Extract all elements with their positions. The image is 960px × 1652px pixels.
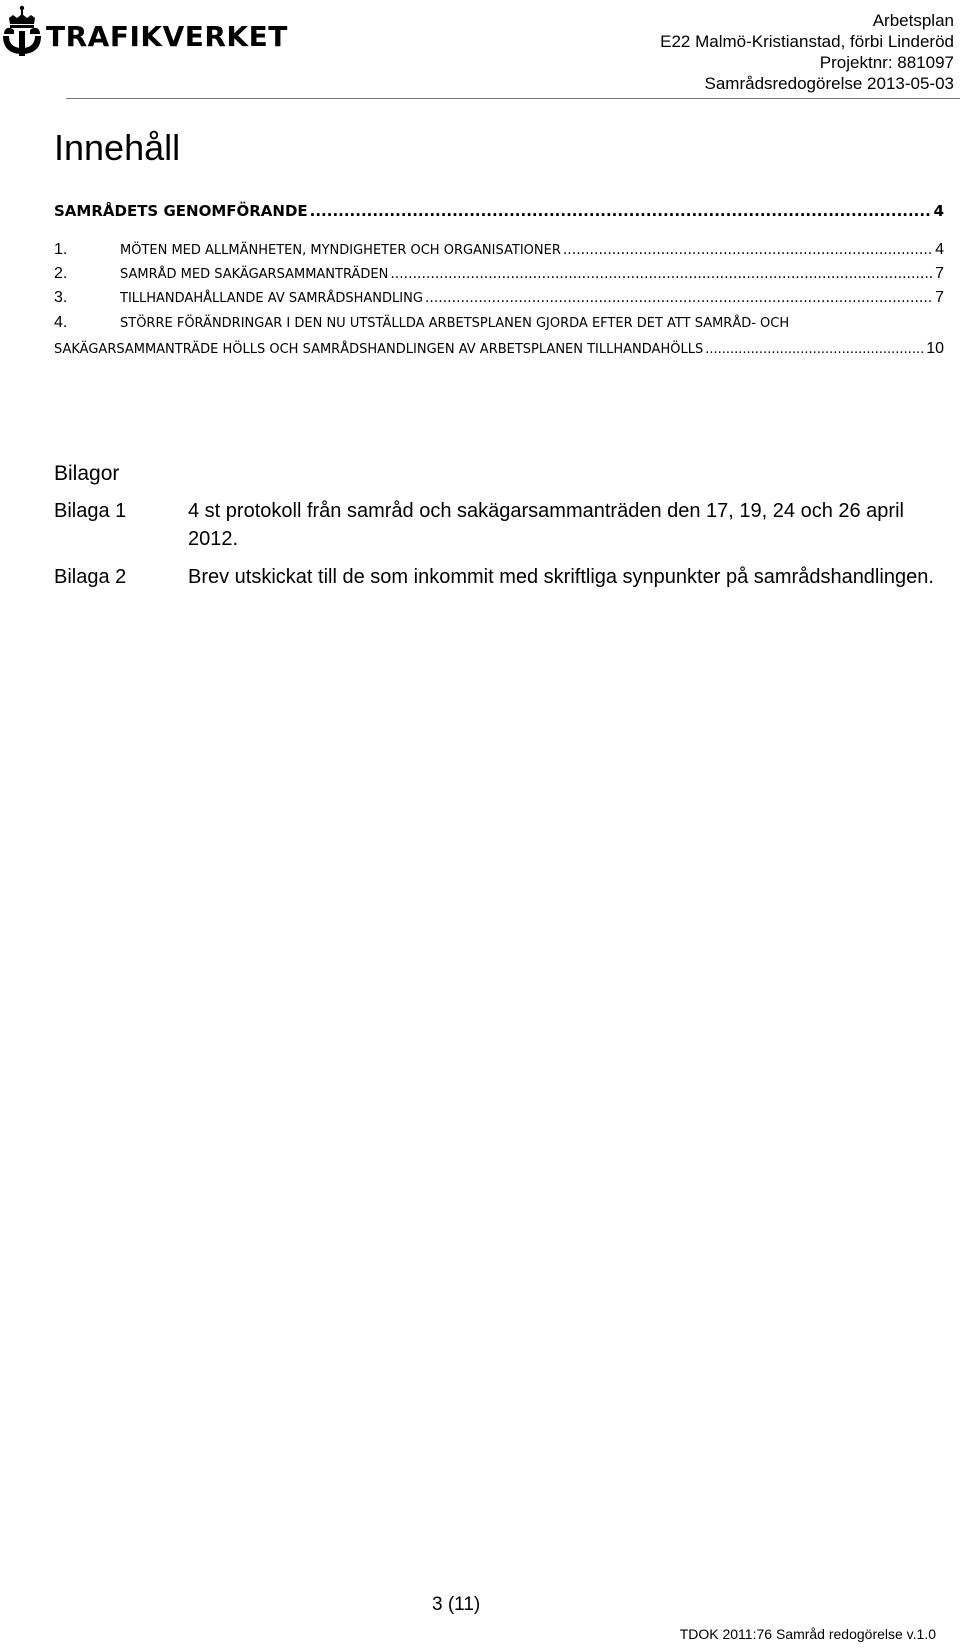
- toc-entry-number: 3.: [54, 289, 68, 306]
- header-divider: [66, 98, 960, 99]
- toc-entry-label: SAMRÅD MED SAKÄGARSAMMANTRÄDEN: [120, 267, 389, 282]
- document-header-info: [660, 10, 954, 94]
- attachment-label: Bilaga 1: [54, 500, 127, 522]
- toc-entry-long[interactable]: [54, 310, 944, 362]
- table-of-contents: [54, 198, 944, 362]
- attachment-description: Brev utskickat till de som inkommit med skriftliga synpunkter på samrådshandlingen.: [188, 566, 934, 588]
- logo-wordmark: TRAFIKVERKET: [46, 20, 288, 53]
- toc-entry-page: 10: [926, 340, 944, 357]
- toc-entry-label: MÖTEN MED ALLMÄNHETEN, MYNDIGHETER OCH ORGANISATIONER: [120, 243, 561, 258]
- toc-entry-page: 7: [935, 265, 944, 282]
- toc-leader-dots: [563, 238, 933, 262]
- toc-entry-label: TILLHANDAHÅLLANDE AV SAMRÅDSHANDLING: [120, 291, 423, 306]
- header-project-number: Projektnr: 881097: [819, 53, 954, 72]
- header-doc-type: Arbetsplan: [872, 11, 954, 30]
- toc-leader-dots: [310, 198, 932, 224]
- toc-entry-number: 4.: [54, 314, 68, 331]
- toc-entry-page: 7: [935, 289, 944, 306]
- toc-leader-dots: [390, 262, 933, 286]
- toc-entry-line-2: [54, 336, 944, 362]
- toc-entry-page: 4: [933, 202, 944, 220]
- toc-entry[interactable]: [54, 238, 944, 262]
- toc-entry-label: SAMRÅDETS GENOMFÖRANDE: [54, 202, 308, 220]
- toc-entry-label-line-2: SAKÄGARSAMMANTRÄDE HÖLLS OCH SAMRÅDSHANDLINGEN AV ARBETSPLANEN TILLHANDAHÖLLS: [54, 342, 704, 357]
- header-project-name: E22 Malmö-Kristianstad, förbi Linderöd: [660, 32, 954, 51]
- toc-entry-page: 4: [935, 241, 944, 258]
- toc-leader-dots: [705, 337, 924, 363]
- attachments-heading: Bilagor: [54, 462, 120, 485]
- attachment-label: Bilaga 2: [54, 566, 127, 588]
- trafikverket-logo: [0, 4, 288, 60]
- toc-entry[interactable]: [54, 286, 944, 310]
- page-number: 3 (11): [432, 1594, 481, 1615]
- toc-entry-line-1: [54, 310, 944, 336]
- crown-emblem-icon: [0, 4, 44, 60]
- document-id: TDOK 2011:76 Samråd redogörelse v.1.0: [679, 1626, 936, 1642]
- header-doc-date: Samrådsredogörelse 2013-05-03: [704, 74, 954, 93]
- toc-entry-number: 2.: [54, 265, 68, 282]
- attachment-description: 4 st protokoll från samråd och sakägarsammanträden den 17, 19, 24 och 26 april 2012.: [188, 500, 904, 550]
- toc-leader-dots: [425, 286, 933, 310]
- toc-entry[interactable]: [54, 262, 944, 286]
- toc-entry-label-line-1: STÖRRE FÖRÄNDRINGAR I DEN NU UTSTÄLLDA ARBETSPLANEN GJORDA EFTER DET ATT SAMRÅD- OCH: [120, 316, 790, 331]
- toc-title: Innehåll: [54, 127, 181, 168]
- toc-entry-number: 1.: [54, 241, 68, 258]
- toc-main-entry[interactable]: [54, 198, 944, 224]
